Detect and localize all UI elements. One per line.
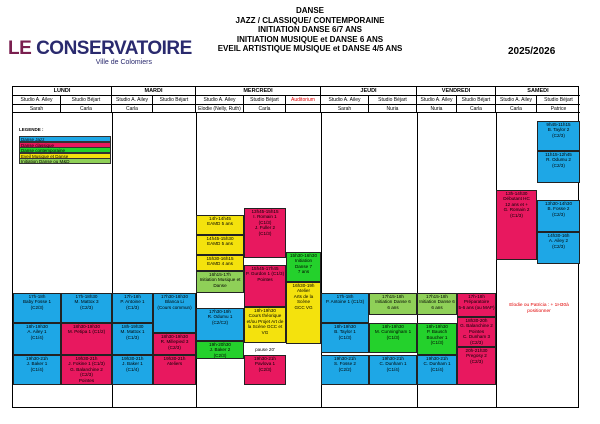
course-block[interactable]: 19h30-21h Ateliers: [153, 355, 196, 385]
teacher-label: Nuria: [417, 105, 457, 113]
season-label: 2025/2026: [508, 46, 556, 57]
course-block[interactable]: 13h30-14h30 B. Fosse 2 (C2/3): [537, 200, 580, 232]
course-block[interactable]: 19h30-21h C. Dunham 1 (C1/4): [369, 355, 417, 385]
course-block[interactable]: 18h-19h30 M. Mattox 1 (C1/3): [112, 323, 153, 355]
legend-item-eveil: Eveil Musique et Danse: [19, 153, 111, 159]
course-block[interactable]: 13h-14h30 Débutant HC 12 ans et + G. Romain 2 (C1/3): [496, 190, 537, 260]
day-header-monday: LUNDI: [13, 87, 112, 96]
teacher-label: Carla: [244, 105, 286, 113]
day-header-tuesday: MARDI: [112, 87, 196, 96]
logo-subtitle: Ville de Colomiers: [95, 59, 152, 66]
legend-item-classique: Danse classique: [19, 142, 111, 148]
course-block[interactable]: 19h30-21h S. Fosse 2 (C2/2): [321, 355, 369, 385]
course-block[interactable]: 16h30-19h Atelier Arts de la Scène GCC VG: [286, 282, 321, 344]
course-block[interactable]: 15h45-17h45 P. Gurdon 1 (C1/3) Pointes: [244, 265, 286, 307]
teacher-label: [286, 105, 321, 113]
studio-label: Studio Béjart: [369, 96, 417, 105]
legend-item-contemporaine: Danse contemporaine: [19, 147, 111, 153]
course-block[interactable]: 17h-18h Baby Fosse 1 (C2/3): [13, 293, 61, 323]
course-block[interactable]: 9h45-11h15 B. Taylor 2 (C2/3): [537, 121, 580, 151]
legend-item-initiation: Initiation Danse ou M&D: [19, 158, 111, 164]
course-block[interactable]: 19h30-21h J. Baker 1 (C1/4): [112, 355, 153, 385]
studio-label: Studio A. Ailey: [196, 96, 244, 105]
title-line: INITIATION MUSIQUE et DANSE 6 ANS: [236, 34, 384, 44]
studio-label: Studio A. Ailey: [496, 96, 537, 105]
title-line: DANSE: [295, 6, 324, 15]
course-block[interactable]: 18h30-20h G. Balanchine 2 Pointes C. Dunham 3 (C2/3): [457, 317, 496, 347]
course-block[interactable]: 11h15-12h45 R. Odumu 2 (C2/3): [537, 151, 580, 183]
schedule-grid: [12, 86, 579, 408]
course-block[interactable]: 17h-18h Préparatoire 5-6 ans (ou MAP): [457, 293, 496, 317]
course-block[interactable]: 18h-19h30 A. Ailey 1 (C1/4): [13, 323, 61, 355]
course-block[interactable]: 17h30-19h R. Odumu 1 (C2/C2): [196, 308, 244, 341]
teacher-label: Carla: [112, 105, 153, 113]
day-header-thursday: JEUDI: [321, 87, 417, 96]
teacher-label: Sarah: [321, 105, 369, 113]
day-header-friday: VENDREDI: [417, 87, 496, 96]
course-block[interactable]: 17h-18h P. Antoine 1 (C1/3): [112, 293, 153, 323]
course-block[interactable]: 19h30-21h J. Baker 1 (C1/4): [13, 355, 61, 385]
title-line: JAZZ / CLASSIQUE/ CONTEMPORAINE: [235, 15, 385, 25]
course-block[interactable]: 18h-19h30 B. Taylor 1 (C1/3): [321, 323, 369, 353]
course-block[interactable]: 13h45-15h15 I. Romain 1 (C1/3) J. Fuller 2 (C1/3): [244, 208, 286, 258]
studio-label: Studio A. Ailey: [417, 96, 457, 105]
pause-label: pause 20': [255, 347, 275, 352]
course-block[interactable]: 19h30-21h J. Fokine 1 (C1/3) G. Balanchine 2 (C2/3) Pointes: [61, 355, 112, 385]
course-block[interactable]: 18h30-19h30 M. Petipa 1 (C1/2): [61, 323, 112, 355]
course-block[interactable]: 15h30-16h15 EAMD 4 ans: [196, 255, 244, 271]
course-block[interactable]: 18h-19h30 P. Bausch Boucher 1 (C1/3): [417, 323, 457, 355]
course-block[interactable]: 14h30-16h A. Ailey 2 (C2/3): [537, 232, 580, 264]
conservatoire-logo: [8, 38, 192, 72]
course-block[interactable]: 16h15-17h Initiation Musique et Danse: [196, 271, 244, 293]
teacher-label: Nuria: [369, 105, 417, 113]
studio-label: Studio A. Ailey: [13, 96, 61, 105]
studio-label: Studio Béjart: [61, 96, 112, 105]
course-block[interactable]: 14h45-15h30 EAMD 5 ans: [196, 235, 244, 255]
teacher-label: Carla: [61, 105, 112, 113]
course-block[interactable]: 18h-19h30 M. Cunningham 1 (C1/3): [369, 323, 417, 353]
course-block[interactable]: 17h-18h30 M. Mattox 3 (C2/3): [61, 293, 112, 323]
day-divider: [496, 113, 497, 407]
studio-label: Studio Béjart: [153, 96, 196, 105]
course-block[interactable]: 19h30-21h C. Dunham 1 (C1/4): [417, 355, 457, 385]
studio-label: Studio Béjart: [244, 96, 286, 105]
course-block[interactable]: 17h-18h P. Antoine 1 (C1/3): [321, 293, 369, 323]
logo-title: LE CONSERVATOIRE: [8, 38, 192, 59]
course-block[interactable]: 15h30-16h30 Initiation Danse 7 7 ans: [286, 252, 321, 282]
legend: [19, 127, 111, 164]
saturday-note: Elodie ou Patricia : + 1H30à positionner: [509, 303, 569, 314]
course-block[interactable]: 20h-21h30 Pregosy 2 (C2/3): [457, 347, 496, 385]
studio-label: Studio A. Ailey: [112, 96, 153, 105]
studio-label: Studio A. Ailey: [321, 96, 369, 105]
teacher-label: Carla: [496, 105, 537, 113]
studio-label-auditorium: Auditorium: [286, 96, 321, 105]
teacher-label: Elodie (Nelly, Ruth): [196, 105, 244, 113]
course-block[interactable]: 14h-14h45 EAMD 5 ans: [196, 215, 244, 235]
course-block[interactable]: 17h15-18h Initiation Danse 6 6 ans: [417, 293, 457, 315]
teacher-label: [153, 105, 196, 113]
course-block[interactable]: 17h30-18h30 Blanca Li (Cours commun): [153, 293, 196, 333]
day-header-saturday: SAMEDI: [496, 87, 580, 96]
course-block[interactable]: 18h30-19h30 R. Millepied 3 (C2/3): [153, 333, 196, 355]
title-line: INITIATION DANSE 6/7 ANS: [257, 25, 362, 35]
course-block[interactable]: 17h15-18h Initiation Danse 6 6 ans: [369, 293, 417, 315]
title-line: EVEIL ARTISTIQUE MUSIQUE et DANSE 4/5 ANS: [217, 44, 403, 54]
legend-title: LEGENDE :: [19, 127, 44, 132]
studio-label: Studio Béjart: [457, 96, 496, 105]
course-block[interactable]: 18h-19h30 Cours théorique et/ou Projet Art de la Scène GCC et VG: [244, 307, 286, 343]
teacher-label: Sarah: [13, 105, 61, 113]
teacher-label: Carla: [457, 105, 496, 113]
document-title: [185, 6, 435, 54]
day-header-wednesday: MERCREDI: [196, 87, 321, 96]
legend-item-jazz: Danse Jazz: [19, 136, 111, 142]
studio-label: Studio Béjart: [537, 96, 580, 105]
teacher-label: Patrice: [537, 105, 580, 113]
course-block[interactable]: 19h-20h30 J. Baker 2 (C2/3): [196, 341, 244, 359]
course-block[interactable]: 19h30-21h Pavlova 1 (C2/3): [244, 355, 286, 385]
